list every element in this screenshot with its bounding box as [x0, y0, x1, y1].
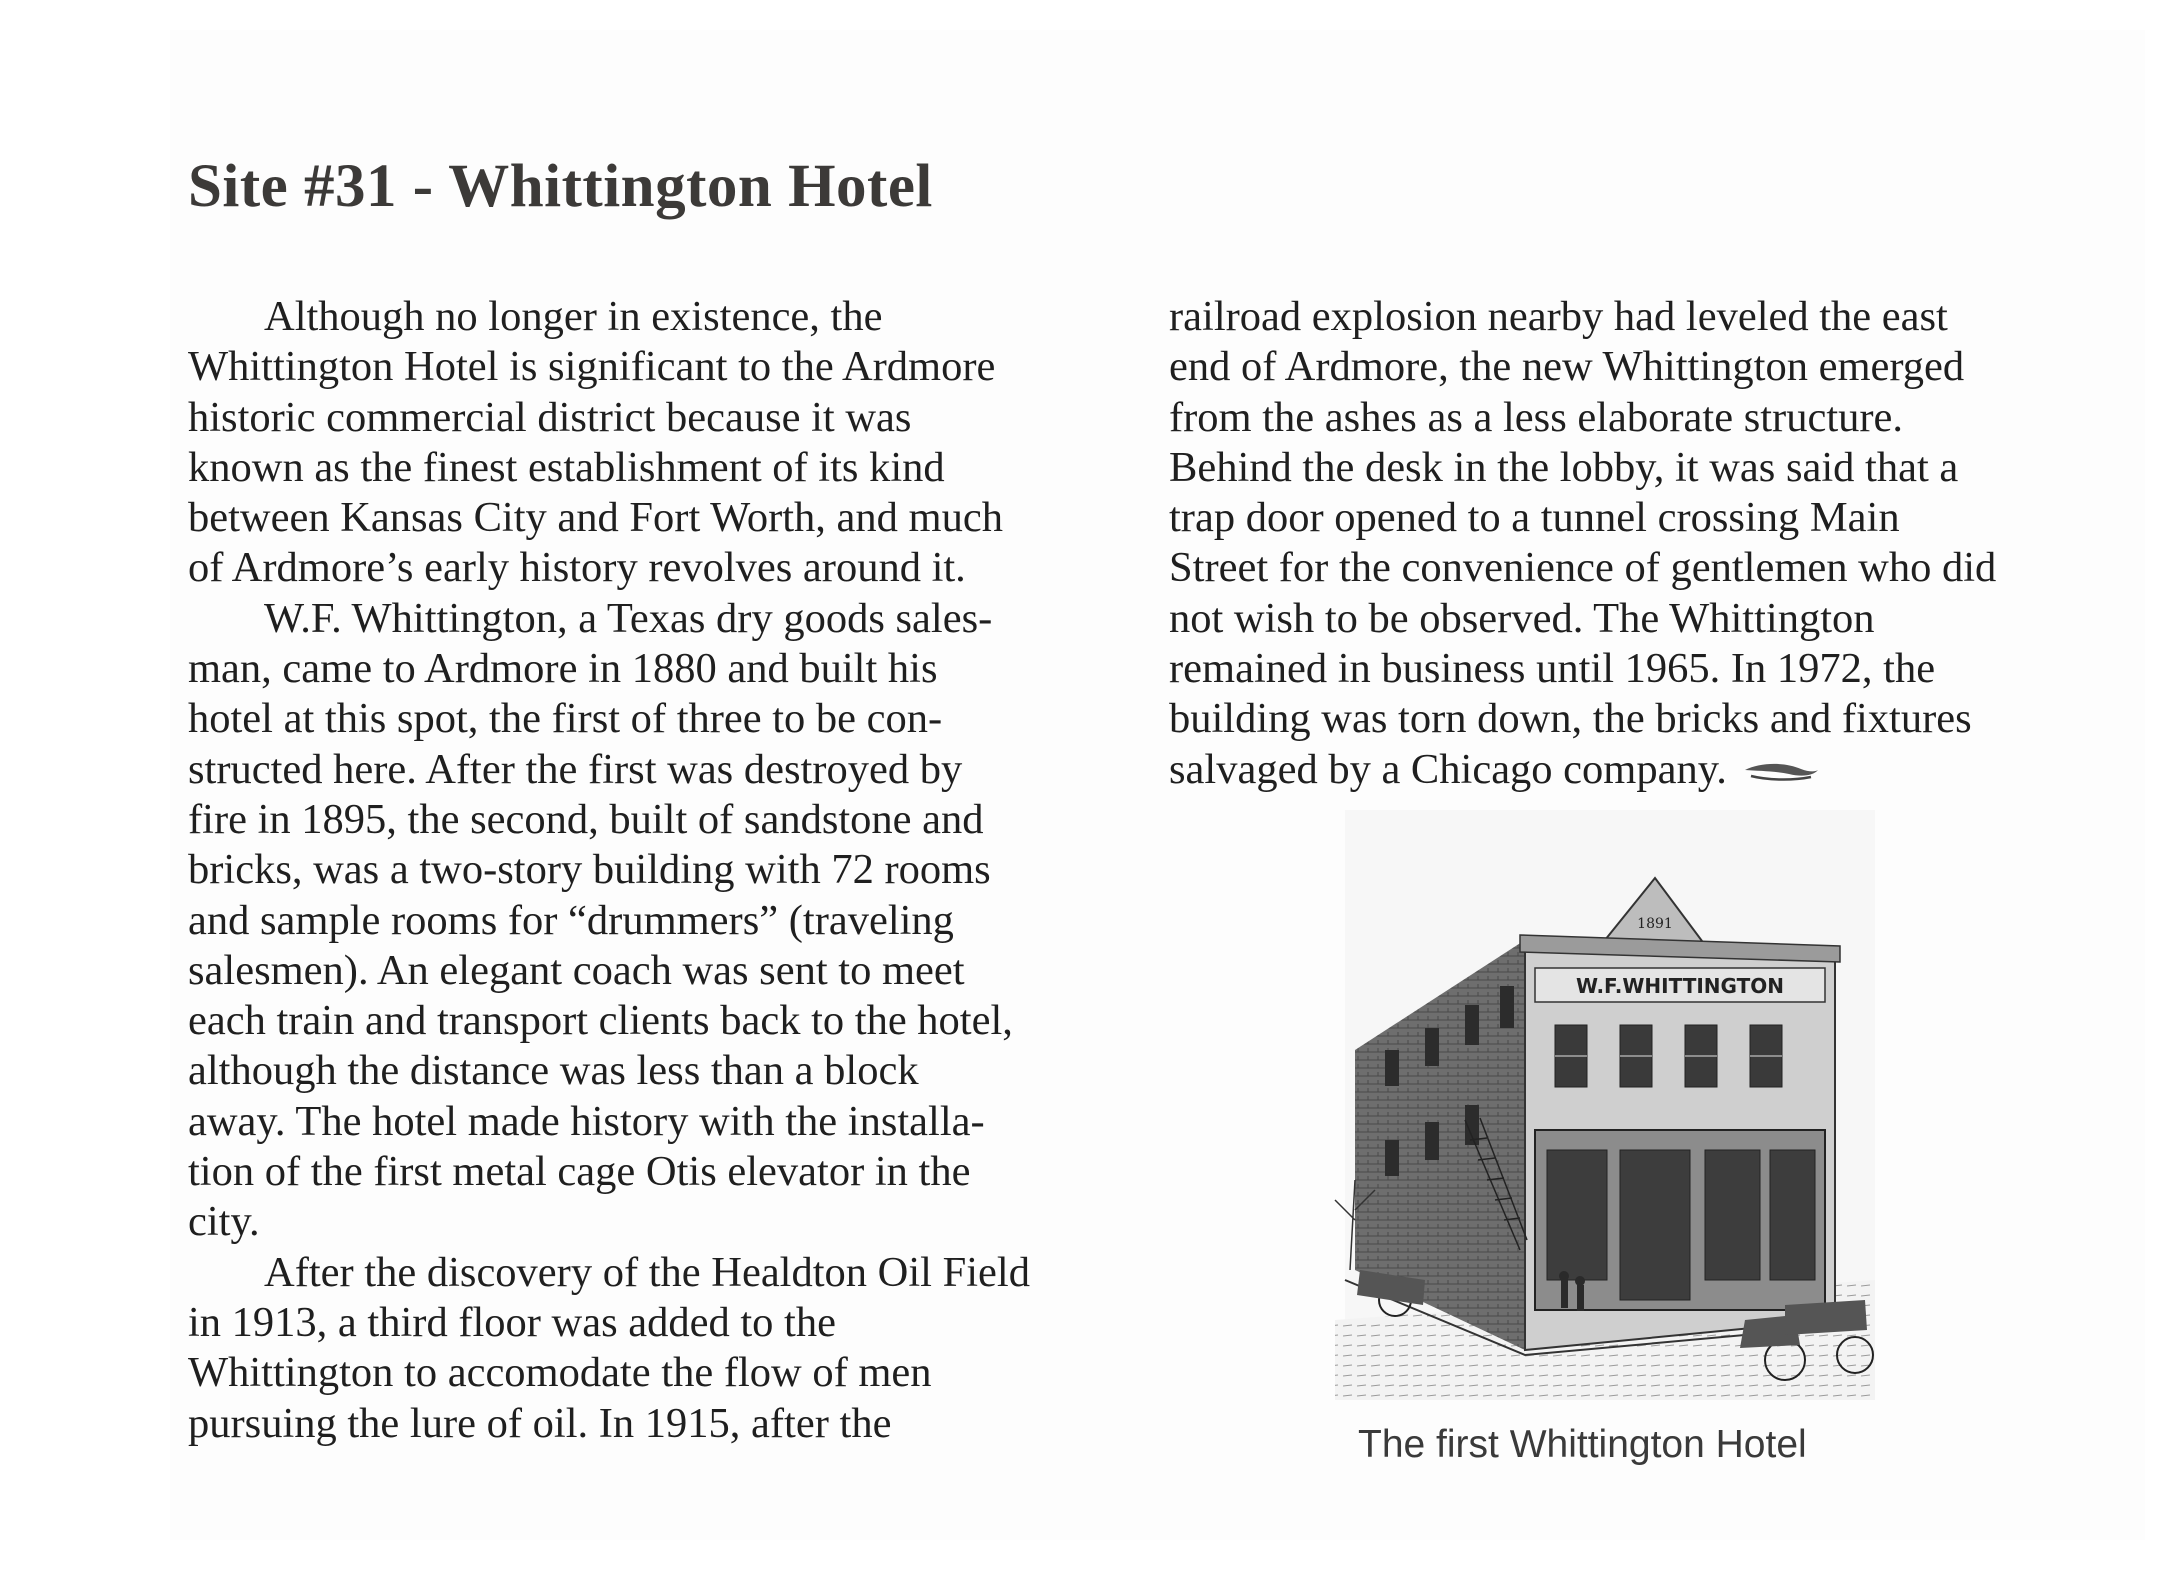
text-line: hotel at this spot, the first of three to be con-: [188, 695, 943, 743]
end-line: [1169, 745, 2109, 798]
text-line: Whittington to accomodate the flow of men: [188, 1349, 932, 1397]
text-line: of Ardmore’s early history revolves around it.: [188, 544, 966, 592]
paragraph-3: [188, 1248, 1118, 1449]
text-line: structed here. After the first was destroyed by: [188, 745, 963, 793]
paragraph-2: [188, 594, 1118, 1248]
text-line: Street for the convenience of gentlemen who did: [1169, 544, 1997, 592]
text-line: not wish to be observed. The Whittington: [1169, 594, 1875, 642]
paragraph-4: [1169, 292, 2109, 798]
text-line: end of Ardmore, the new Whittington emerged: [1169, 343, 1965, 391]
text-line: W.F. Whittington, a Texas dry goods sales-: [264, 594, 993, 642]
text-line: Whittington Hotel is significant to the Ardmore: [188, 343, 996, 391]
hotel-illustration: [1315, 800, 1895, 1400]
text-line: salesmen). An elegant coach was sent to meet: [188, 946, 965, 994]
text-line: from the ashes as a less elaborate structure.: [1169, 393, 1904, 441]
end-ornament-icon: [1741, 748, 1821, 798]
text-line: man, came to Ardmore in 1880 and built his: [188, 645, 938, 693]
text-line: pursuing the lure of oil. In 1915, after the: [188, 1399, 892, 1447]
text-line: each train and transport clients back to the hotel,: [188, 997, 1013, 1045]
text-line: trap door opened to a tunnel crossing Main: [1169, 494, 1900, 542]
right-column: [1169, 292, 2109, 798]
text-line: in 1913, a third floor was added to the: [188, 1298, 836, 1346]
text-line: building was torn down, the bricks and fixtures: [1169, 695, 1972, 743]
gable-date: 1891: [1637, 916, 1673, 932]
text-line: remained in business until 1965. In 1972, the: [1169, 645, 1936, 693]
text-line: away. The hotel made history with the installa-: [188, 1097, 985, 1145]
text-line: Behind the desk in the lobby, it was said that a: [1169, 443, 1959, 491]
text-line: bricks, was a two-story building with 72 rooms: [188, 846, 991, 894]
text-line: city.: [188, 1198, 260, 1246]
text-line: salvaged by a Chicago company.: [1169, 745, 1727, 793]
text-line: known as the finest establishment of its kind: [188, 443, 945, 491]
text-line: although the distance was less than a block: [188, 1047, 919, 1095]
left-column: [188, 292, 1118, 1449]
hotel-sign: W.F.WHITTINGTON: [1576, 974, 1784, 998]
text-line: between Kansas City and Fort Worth, and much: [188, 494, 1003, 542]
figure-caption: The first Whittington Hotel: [1358, 1423, 1807, 1466]
text-line: railroad explosion nearby had leveled the east: [1169, 293, 1948, 340]
text-line: Although no longer in existence, the: [264, 293, 883, 340]
text-line: fire in 1895, the second, built of sandstone and: [188, 795, 984, 843]
text-line: and sample rooms for “drummers” (traveling: [188, 896, 954, 944]
paragraph-1: [188, 292, 1118, 594]
text-line: historic commercial district because it was: [188, 393, 912, 441]
text-line: After the discovery of the Healdton Oil Field: [264, 1248, 1030, 1296]
page-title: Site #31 - Whittington Hotel: [188, 153, 933, 220]
text-line: tion of the first metal cage Otis elevator in the: [188, 1148, 971, 1196]
